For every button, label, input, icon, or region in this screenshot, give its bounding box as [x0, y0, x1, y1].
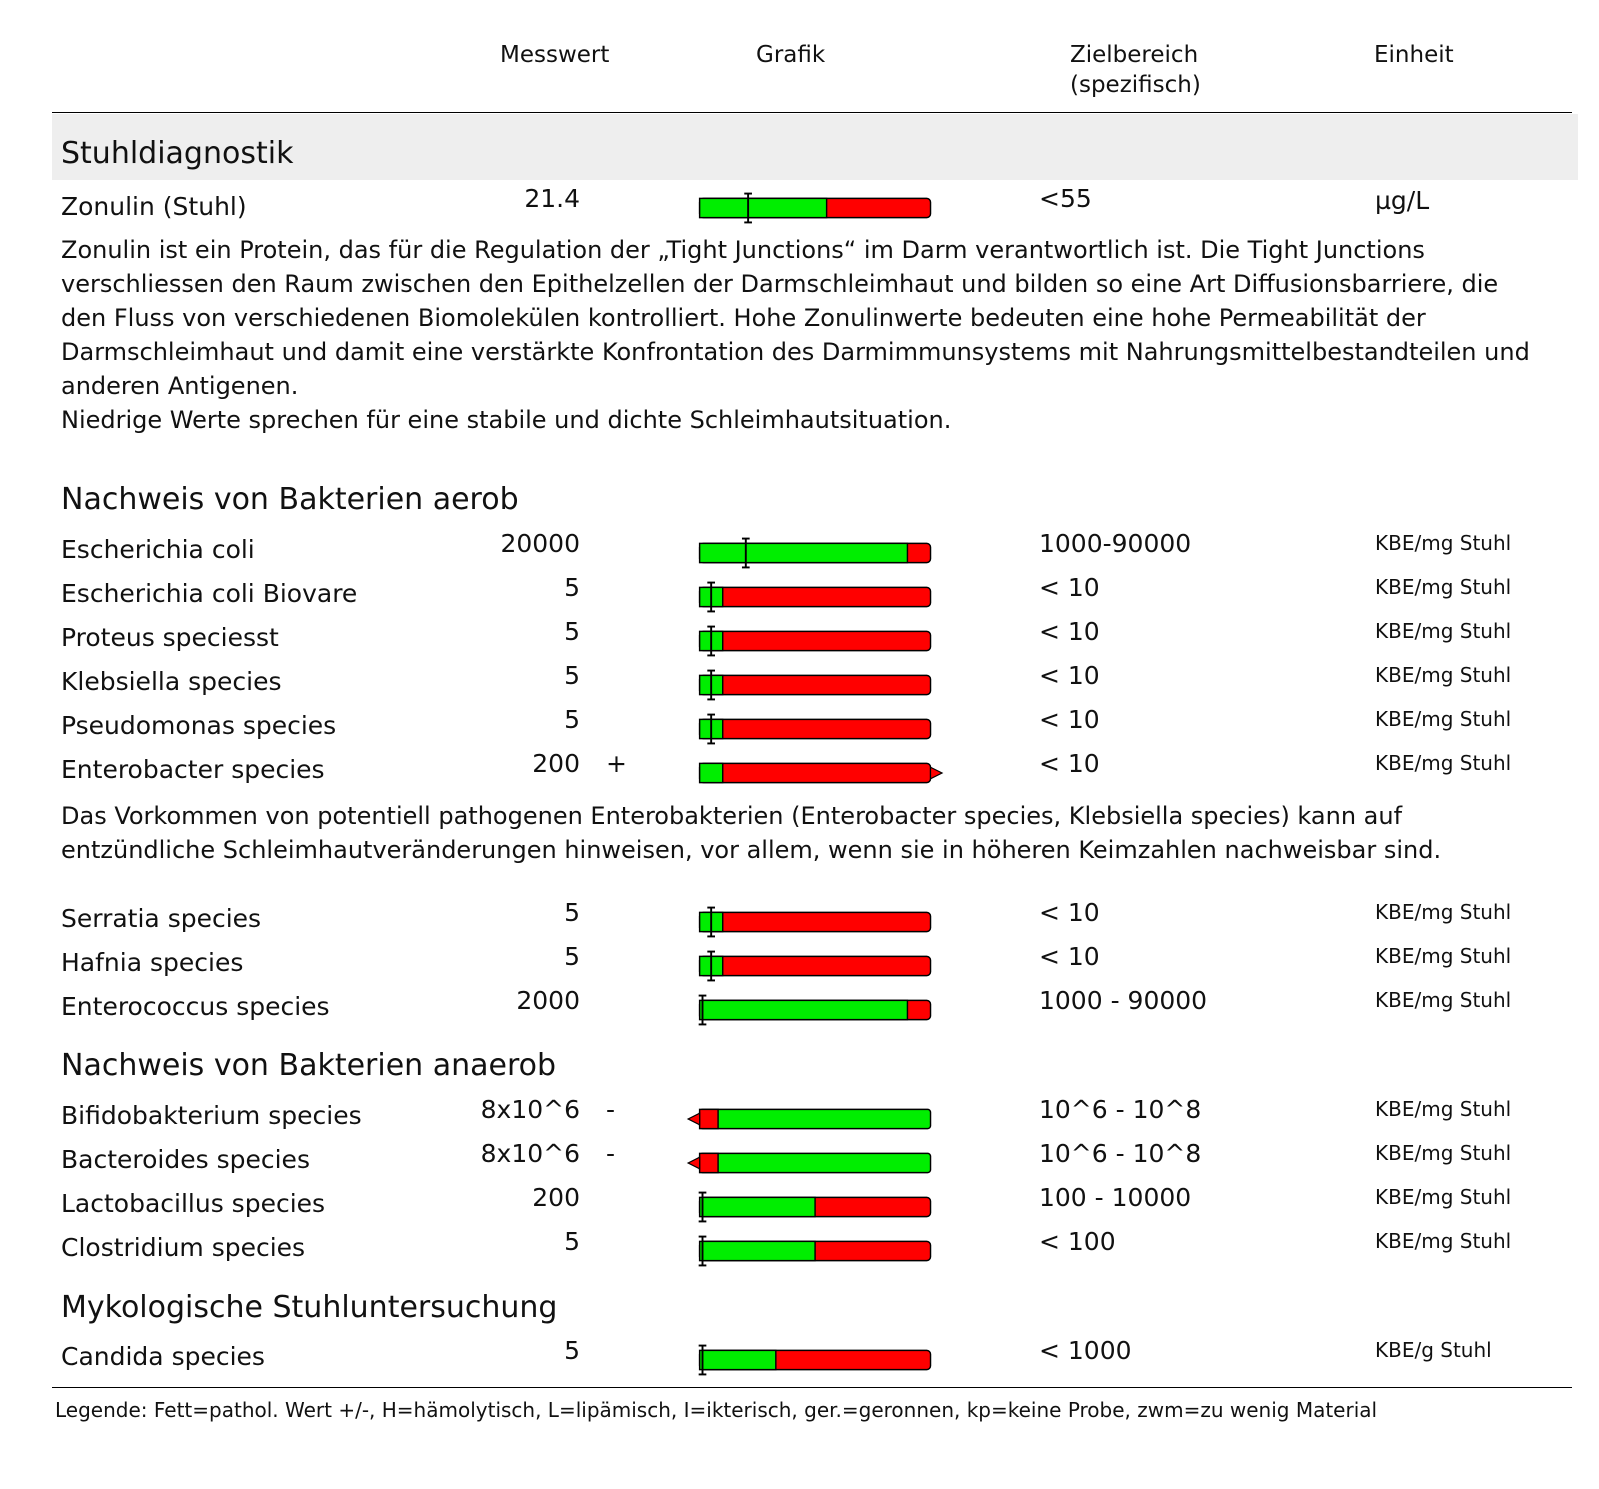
analyte-name: Bifidobakterium species — [61, 1101, 362, 1130]
col-header-grafik: Grafik — [756, 42, 826, 68]
analyte-name: Enterobacter species — [61, 755, 325, 784]
analyte-name: Escherichia coli — [61, 535, 255, 564]
analyte-name: Escherichia coli Biovare — [61, 579, 358, 608]
analyte-unit: KBE/mg Stuhl — [1375, 1097, 1512, 1121]
analyte-range: < 10 — [1039, 942, 1100, 971]
analyte-range: < 1000 — [1039, 1336, 1132, 1365]
analyte-value: 200 — [532, 749, 580, 778]
result-bar — [690, 1234, 940, 1254]
analyte-value: 5 — [564, 573, 580, 602]
text-line: Darmschleimhaut und damit eine verstärkte Konfrontation des Darmimmunsystems mit Nahrungsmittelbestandteilen und — [61, 338, 1530, 366]
result-bar — [690, 905, 940, 925]
bar-green-segment — [700, 1197, 815, 1216]
bar-green-segment — [700, 1350, 776, 1369]
bar-green-segment — [700, 1109, 931, 1128]
analyte-range: 10^6 - 10^8 — [1039, 1139, 1202, 1168]
result-bar — [690, 668, 940, 688]
analyte-unit: KBE/mg Stuhl — [1375, 988, 1512, 1012]
result-bar — [690, 756, 940, 776]
bar-red-segment — [700, 587, 931, 606]
analyte-value: 8x10^6 — [480, 1139, 580, 1168]
result-bar — [690, 1146, 940, 1166]
legend-text: Legende: Fett=pathol. Wert +/-, H=hämolytisch, L=lipämisch, I=ikterisch, ger.=geronnen, kp=keine Probe, zwm=zu wenig Material — [55, 1398, 1378, 1422]
col-header-messwert: Messwert — [500, 42, 610, 68]
result-bar — [690, 536, 940, 556]
analyte-unit: KBE/mg Stuhl — [1375, 1229, 1512, 1253]
col-header-zielbereich-sub: (spezifisch) — [1070, 72, 1201, 98]
analyte-name: Lactobacillus species — [61, 1189, 326, 1218]
analyte-name: Pseudomonas species — [61, 711, 337, 740]
zonulin-range: <55 — [1039, 184, 1092, 213]
analyte-unit: KBE/mg Stuhl — [1375, 707, 1512, 731]
analyte-range: < 10 — [1039, 705, 1100, 734]
bar-red-segment — [700, 1109, 718, 1128]
result-bar — [690, 993, 940, 1013]
analyte-unit: KBE/mg Stuhl — [1375, 900, 1512, 924]
bar-red-segment — [700, 719, 931, 738]
result-bar — [690, 1190, 940, 1210]
col-header-zielbereich: Zielbereich — [1070, 42, 1199, 68]
text-line: Das Vorkommen von potentiell pathogenen Enterobakterien (Enterobacter species, Klebsiella species) kann auf — [61, 802, 1403, 830]
analyte-unit: KBE/mg Stuhl — [1375, 751, 1512, 775]
analyte-value: 200 — [532, 1183, 580, 1212]
bar-red-segment — [700, 956, 931, 975]
zonulin-unit: µg/L — [1375, 186, 1430, 215]
analyte-name: Candida species — [61, 1342, 265, 1371]
bar-green-segment — [700, 1153, 931, 1172]
analyte-name: Serratia species — [61, 904, 262, 933]
analyte-value: 8x10^6 — [480, 1095, 580, 1124]
header-rule — [52, 112, 1572, 113]
analyte-value: 2000 — [516, 986, 580, 1015]
zonulin-bar — [690, 191, 940, 211]
analyte-unit: KBE/mg Stuhl — [1375, 619, 1512, 643]
result-bar — [690, 1343, 940, 1363]
text-line: anderen Antigenen. — [61, 372, 299, 400]
zonulin-value: 21.4 — [524, 184, 580, 213]
zonulin-name: Zonulin (Stuhl) — [61, 192, 247, 221]
analyte-unit: KBE/mg Stuhl — [1375, 1185, 1512, 1209]
analyte-unit: KBE/mg Stuhl — [1375, 663, 1512, 687]
analyte-range: < 10 — [1039, 749, 1100, 778]
analyte-name: Klebsiella species — [61, 667, 282, 696]
bar-red-segment — [700, 631, 931, 650]
result-bar — [690, 949, 940, 969]
analyte-value: 5 — [564, 898, 580, 927]
section-title-stuhldiagnostik: Stuhldiagnostik — [61, 136, 294, 171]
analyte-name: Proteus speciesst — [61, 623, 279, 652]
analyte-unit: KBE/mg Stuhl — [1375, 531, 1512, 555]
analyte-name: Hafnia species — [61, 948, 244, 977]
zonulin-description — [61, 233, 1561, 437]
footer-rule — [52, 1387, 1572, 1388]
text-line: verschliessen den Raum zwischen den Epithelzellen der Darmschleimhaut und bilden so eine Art Diffusionsbarriere, die — [61, 270, 1499, 298]
bar-red-segment — [700, 912, 931, 931]
result-bar — [690, 1102, 940, 1122]
analyte-value: 20000 — [500, 529, 580, 558]
analyte-value: 5 — [564, 705, 580, 734]
analyte-name: Bacteroides species — [61, 1145, 310, 1174]
col-header-einheit: Einheit — [1374, 42, 1454, 68]
analyte-unit: KBE/mg Stuhl — [1375, 1141, 1512, 1165]
section-title-aerob: Nachweis von Bakterien aerob — [61, 482, 519, 517]
result-bar — [690, 712, 940, 732]
analyte-unit: KBE/mg Stuhl — [1375, 944, 1512, 968]
text-line: entzündliche Schleimhautveränderungen hinweisen, vor allem, wenn sie in höheren Keimzahlen nachweisbar sind. — [61, 836, 1442, 864]
bar-green-segment — [700, 1000, 908, 1019]
bar-under-arrow — [688, 1113, 700, 1125]
bar-green-segment — [700, 763, 723, 782]
enterobacter-description — [61, 799, 1561, 867]
analyte-range: < 10 — [1039, 661, 1100, 690]
result-bar — [690, 624, 940, 644]
analyte-flag: - — [606, 1139, 616, 1168]
result-bar — [690, 580, 940, 600]
bar-red-segment — [700, 675, 931, 694]
analyte-range: < 10 — [1039, 898, 1100, 927]
text-line: Zonulin ist ein Protein, das für die Regulation der „Tight Junctions“ im Darm verantwortlich ist. Die Tight Junctions — [61, 236, 1425, 264]
bar-green-segment — [700, 1241, 815, 1260]
analyte-range: 1000 - 90000 — [1039, 986, 1208, 1015]
analyte-value: 5 — [564, 1336, 580, 1365]
bar-under-arrow — [688, 1157, 700, 1169]
analyte-range: 100 - 10000 — [1039, 1183, 1192, 1212]
analyte-flag: + — [606, 749, 627, 778]
bar-red-segment — [700, 763, 931, 782]
text-line: Niedrige Werte sprechen für eine stabile und dichte Schleimhautsituation. — [61, 406, 952, 434]
analyte-unit: KBE/mg Stuhl — [1375, 575, 1512, 599]
analyte-range: 10^6 - 10^8 — [1039, 1095, 1202, 1124]
section-title-mykologie: Mykologische Stuhluntersuchung — [61, 1290, 558, 1325]
analyte-range: < 10 — [1039, 573, 1100, 602]
analyte-flag: - — [606, 1095, 616, 1124]
analyte-name: Clostridium species — [61, 1233, 306, 1262]
bar-green-segment — [700, 198, 827, 217]
analyte-name: Enterococcus species — [61, 992, 330, 1021]
analyte-unit: KBE/g Stuhl — [1375, 1338, 1492, 1362]
analyte-value: 5 — [564, 617, 580, 646]
analyte-value: 5 — [564, 661, 580, 690]
text-line: den Fluss von verschiedenen Biomolekülen kontrolliert. Hohe Zonulinwerte bedeuten eine hohe Permeabilität der — [61, 304, 1426, 332]
analyte-range: < 100 — [1039, 1227, 1116, 1256]
bar-green-segment — [700, 543, 908, 562]
analyte-value: 5 — [564, 1227, 580, 1256]
bar-over-arrow — [931, 767, 943, 779]
section-title-anaerob: Nachweis von Bakterien anaerob — [61, 1048, 557, 1083]
bar-red-segment — [700, 1153, 718, 1172]
analyte-range: < 10 — [1039, 617, 1100, 646]
analyte-value: 5 — [564, 942, 580, 971]
analyte-range: 1000-90000 — [1039, 529, 1192, 558]
